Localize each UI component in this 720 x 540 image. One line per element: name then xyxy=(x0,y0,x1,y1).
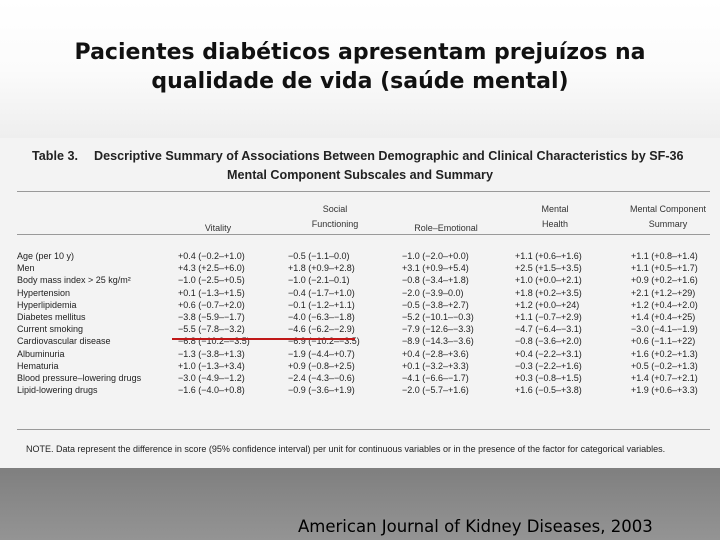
cell-mental-component-summary: +0.5 (−0.2–+1.3) xyxy=(631,360,698,371)
row-label: Body mass index > 25 kg/m² xyxy=(17,275,131,286)
table-row xyxy=(17,335,710,347)
table-row-diabetes-mellitus xyxy=(17,311,710,323)
table-bottom-rule xyxy=(17,429,710,430)
cell-vitality: −3.8 (−5.9–−1.7) xyxy=(178,311,245,322)
cell-mental-component-summary: +1.1 (+0.5–+1.7) xyxy=(631,263,698,274)
cell-vitality: −3.0 (−4.9–−1.2) xyxy=(178,372,245,383)
cell-mental-health: +1.6 (−0.5–+3.8) xyxy=(515,385,582,396)
header-bottom-rule xyxy=(17,234,710,235)
cell-social-functioning: −2.4 (−4.3–−0.6) xyxy=(288,372,355,383)
row-label: Cardiovascular disease xyxy=(17,336,111,347)
cell-role-emotional: −2.0 (−3.9–0.0) xyxy=(402,287,464,298)
cell-vitality: +1.0 (−1.3–+3.4) xyxy=(178,360,245,371)
cell-vitality: −1.6 (−4.0–+0.8) xyxy=(178,385,245,396)
cell-mental-health: +1.0 (+0.0–+2.1) xyxy=(515,275,582,286)
source-citation: American Journal of Kidney Diseases, 2003 xyxy=(298,517,653,536)
cell-social-functioning: −0.5 (−1.1–0.0) xyxy=(288,251,350,261)
row-label: Diabetes mellitus xyxy=(17,311,86,322)
table-title-line-1: Descriptive Summary of Associations Between Demographic and Clinical Characteristics by SF-36 xyxy=(94,149,684,163)
table-row xyxy=(17,287,710,299)
table-top-rule xyxy=(17,191,710,192)
cell-social-functioning: −0.9 (−3.6–+1.9) xyxy=(288,385,355,396)
cell-mental-health: +1.2 (+0.0–+24) xyxy=(515,299,580,310)
table-title xyxy=(32,149,714,163)
column-header-social-functioning: Social Functioning xyxy=(311,204,359,229)
cell-vitality: −1.0 (−2.5–+0.5) xyxy=(178,275,245,286)
cell-mental-health: −4.7 (−6.4–−3.1) xyxy=(515,324,582,335)
cell-role-emotional: −0.5 (−3.8–+2.7) xyxy=(402,299,469,310)
cell-role-emotional: −7.9 (−12.6–−3.3) xyxy=(402,324,474,335)
row-label: Hyperlipidemia xyxy=(17,299,77,310)
cell-mental-component-summary: +1.6 (+0.2–+1.3) xyxy=(631,348,698,359)
row-label: Lipid-lowering drugs xyxy=(17,385,98,396)
table-row xyxy=(17,384,710,396)
slide-title-line-1: Pacientes diabéticos apresentam prejuízos na xyxy=(74,40,646,65)
cell-mental-component-summary: +1.4 (+0.7–+2.1) xyxy=(631,372,698,383)
cell-role-emotional: −0.8 (−3.4–+1.8) xyxy=(402,275,469,286)
cell-mental-health: +1.8 (+0.2–+3.5) xyxy=(515,287,582,298)
table-row xyxy=(17,274,710,286)
cell-mental-health: +1.1 (+0.6–+1.6) xyxy=(515,251,582,261)
cell-role-emotional: +0.4 (−2.8–+3.6) xyxy=(402,348,469,359)
cell-mental-health: −0.3 (−2.2–+1.6) xyxy=(515,360,582,371)
table-title-line-2: Mental Component Subscales and Summary xyxy=(227,168,493,182)
cell-mental-component-summary: +1.1 (+0.8–+1.4) xyxy=(631,251,698,261)
cell-vitality: −5.5 (−7.8–−3.2) xyxy=(178,324,245,335)
row-label: Current smoking xyxy=(17,324,84,335)
cell-mental-component-summary: +0.9 (+0.2–+1.6) xyxy=(631,275,698,286)
table-row xyxy=(17,348,710,360)
cell-mental-component-summary: −3.0 (−4.1–−1.9) xyxy=(631,324,698,335)
row-label: Blood pressure–lowering drugs xyxy=(17,372,142,383)
cell-mental-component-summary: +1.9 (+0.6–+3.3) xyxy=(631,385,698,396)
slide-title xyxy=(40,38,680,96)
cell-social-functioning: −4.6 (−6.2–−2.9) xyxy=(288,324,355,335)
cell-mental-component-summary: +1.4 (+0.4–+25) xyxy=(631,311,696,322)
row-label: Men xyxy=(17,263,35,274)
slide-title-line-2: qualidade de vida (saúde mental) xyxy=(151,69,569,94)
cell-social-functioning: −0.4 (−1.7–+1.0) xyxy=(288,287,355,298)
table-footnote: NOTE. Data represent the difference in score (95% confidence interval) per unit for continuous variables or in the presence of the factor for categorical variables. xyxy=(26,444,666,454)
cell-mental-health: +0.4 (−2.2–+3.1) xyxy=(515,348,582,359)
cell-role-emotional: +0.1 (−3.2–+3.3) xyxy=(402,360,469,371)
row-label: Age (per 10 y) xyxy=(17,251,75,261)
column-header-role-emotional: Role–Emotional xyxy=(414,223,478,233)
cell-mental-component-summary: +0.6 (−1.1–+22) xyxy=(631,336,696,347)
cell-social-functioning: +1.8 (+0.9–+2.8) xyxy=(288,263,355,274)
cell-vitality: +0.6 (−0.7–+2.0) xyxy=(178,299,245,310)
cell-social-functioning: −1.9 (−4.4–+0.7) xyxy=(288,348,355,359)
table-image-panel xyxy=(0,138,720,468)
table-row xyxy=(17,250,710,262)
cell-social-functioning: +0.9 (−0.8–+2.5) xyxy=(288,360,355,371)
cell-social-functioning: −1.0 (−2.1–0.1) xyxy=(288,275,350,286)
cell-mental-component-summary: +2.1 (+1.2–+29) xyxy=(631,287,696,298)
row-label: Albuminuria xyxy=(17,348,65,359)
cell-mental-health: +0.3 (−0.8–+1.5) xyxy=(515,372,582,383)
cell-role-emotional: −2.0 (−5.7–+1.6) xyxy=(402,385,469,396)
cell-vitality: −6.8 (−10.2–−3.5) xyxy=(178,336,250,347)
cell-role-emotional: −5.2 (−10.1–−0.3) xyxy=(402,311,474,322)
column-header-vitality: Vitality xyxy=(204,223,232,233)
table-row xyxy=(17,323,710,335)
column-header-mental-component-summary: Mental Component Summary xyxy=(629,204,707,229)
cell-vitality: +0.4 (−0.2–+1.0) xyxy=(178,251,245,261)
cell-mental-health: +2.5 (+1.5–+3.5) xyxy=(515,263,582,274)
diabetes-highlight-underline xyxy=(172,338,355,340)
cell-role-emotional: −8.9 (−14.3–−3.6) xyxy=(402,336,474,347)
cell-role-emotional: −4.1 (−6.6–−1.7) xyxy=(402,372,469,383)
table-row xyxy=(17,360,710,372)
cell-role-emotional: −1.0 (−2.0–+0.0) xyxy=(402,251,469,261)
column-header-mental-health: Mental Health xyxy=(541,204,569,229)
cell-social-functioning: −6.9 (−10.2–−3.5) xyxy=(288,336,360,347)
table-body xyxy=(17,250,710,396)
cell-vitality: +0.1 (−1.3–+1.5) xyxy=(178,287,245,298)
cell-vitality: −1.3 (−3.8–+1.3) xyxy=(178,348,245,359)
cell-social-functioning: −0.1 (−1.2–+1.1) xyxy=(288,299,355,310)
cell-role-emotional: +3.1 (+0.9–+5.4) xyxy=(402,263,469,274)
table-row xyxy=(17,262,710,274)
table-row xyxy=(17,372,710,384)
cell-mental-health: −0.8 (−3.6–+2.0) xyxy=(515,336,582,347)
table-row xyxy=(17,299,710,311)
cell-mental-component-summary: +1.2 (+0.4–+2.0) xyxy=(631,299,698,310)
row-label: Hematuria xyxy=(17,360,59,371)
row-label: Hypertension xyxy=(17,287,71,298)
cell-mental-health: +1.1 (−0.7–+2.9) xyxy=(515,311,582,322)
cell-social-functioning: −4.0 (−6.3–−1.8) xyxy=(288,311,355,322)
cell-vitality: +4.3 (+2.5–+6.0) xyxy=(178,263,245,274)
table-label: Table 3. xyxy=(32,149,78,163)
